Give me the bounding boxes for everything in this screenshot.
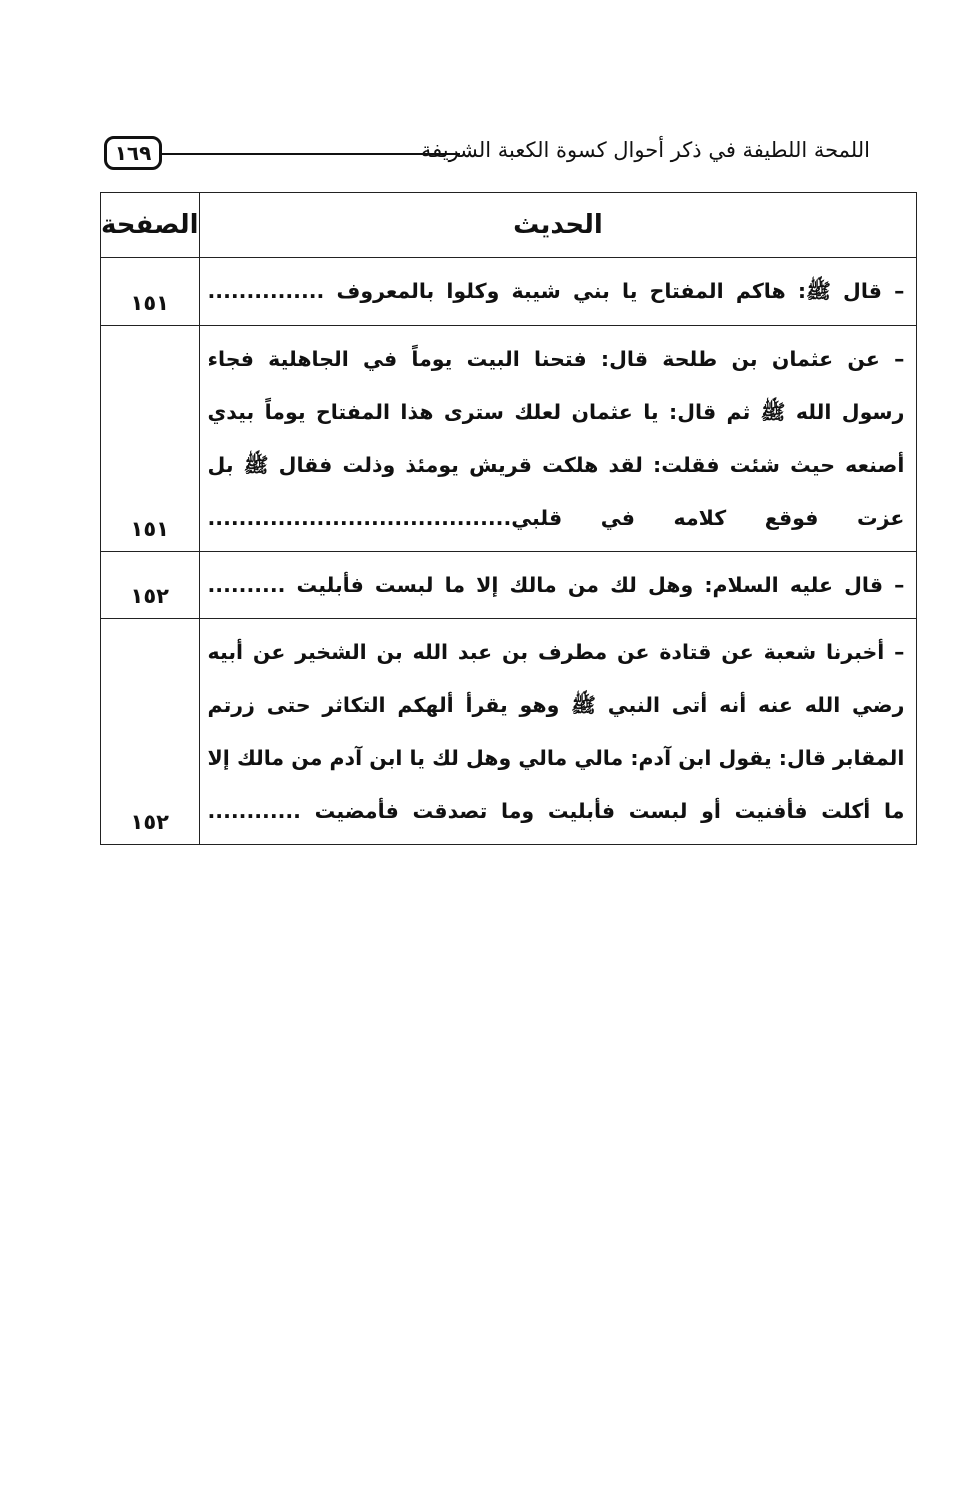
hadith-line: رضي الله عنه أنه أتى النبي ﷺ وهو يقرأ ألهكم التكاثر حتى زرتم [207, 693, 905, 717]
running-title: اللمحة اللطيفة في ذكر أحوال كسوة الكعبة الشريفة [420, 138, 870, 162]
table-row [101, 326, 917, 552]
page-cell: ١٥٢ [101, 619, 200, 845]
hadith-line: ما أكلت فأفنيت أو لبست فأبليت وما تصدقت فأمضيت ............ [207, 799, 905, 823]
hadith-line: المقابر قال: يقول ابن آدم: مالي مالي وهل لك يا ابن آدم من مالك إلا [207, 746, 905, 770]
hadith-cell [199, 326, 917, 552]
hadith-line: – أخبرنا شعبة عن قتادة عن مطرف بن عبد الله بن الشخير عن أبيه [207, 640, 905, 664]
hadith-line: – عن عثمان بن طلحة قال: فتحنا البيت يوماً في الجاهلية فجاء [207, 347, 905, 371]
page-cell: ١٥١ [101, 326, 200, 552]
hadith-index-table [100, 192, 917, 845]
page-number: ١٦٩ [104, 136, 162, 170]
hadith-cell [199, 258, 917, 326]
hadith-line: – قال عليه السلام: وهل لك من مالك إلا ما لبست فأبليت .......... [207, 573, 905, 597]
hadith-cell [199, 619, 917, 845]
column-header-hadith: الحديث [199, 193, 917, 258]
hadith-line: عزت فوقع كلامه في قلبي....................................... [207, 506, 905, 530]
page-cell: ١٥٢ [101, 552, 200, 619]
hadith-line: أصنعه حيث شئت فقلت: لقد هلكت قريش يومئذ وذلت فقال ﷺ بل [207, 453, 905, 477]
column-header-page: الصفحة [101, 193, 200, 258]
header-rule [162, 153, 460, 155]
table-row [101, 619, 917, 845]
hadith-cell [199, 552, 917, 619]
table-header-row [101, 193, 917, 258]
table-row [101, 258, 917, 326]
hadith-line: – قال ﷺ: هاكم المفتاح يا بني شيبة وكلوا بالمعروف ............... [207, 279, 905, 303]
page-cell: ١٥١ [101, 258, 200, 326]
page-header [100, 128, 870, 178]
table-row [101, 552, 917, 619]
hadith-line: رسول الله ﷺ ثم قال: يا عثمان لعلك سترى هذا المفتاح يوماً بيدي [207, 400, 905, 424]
